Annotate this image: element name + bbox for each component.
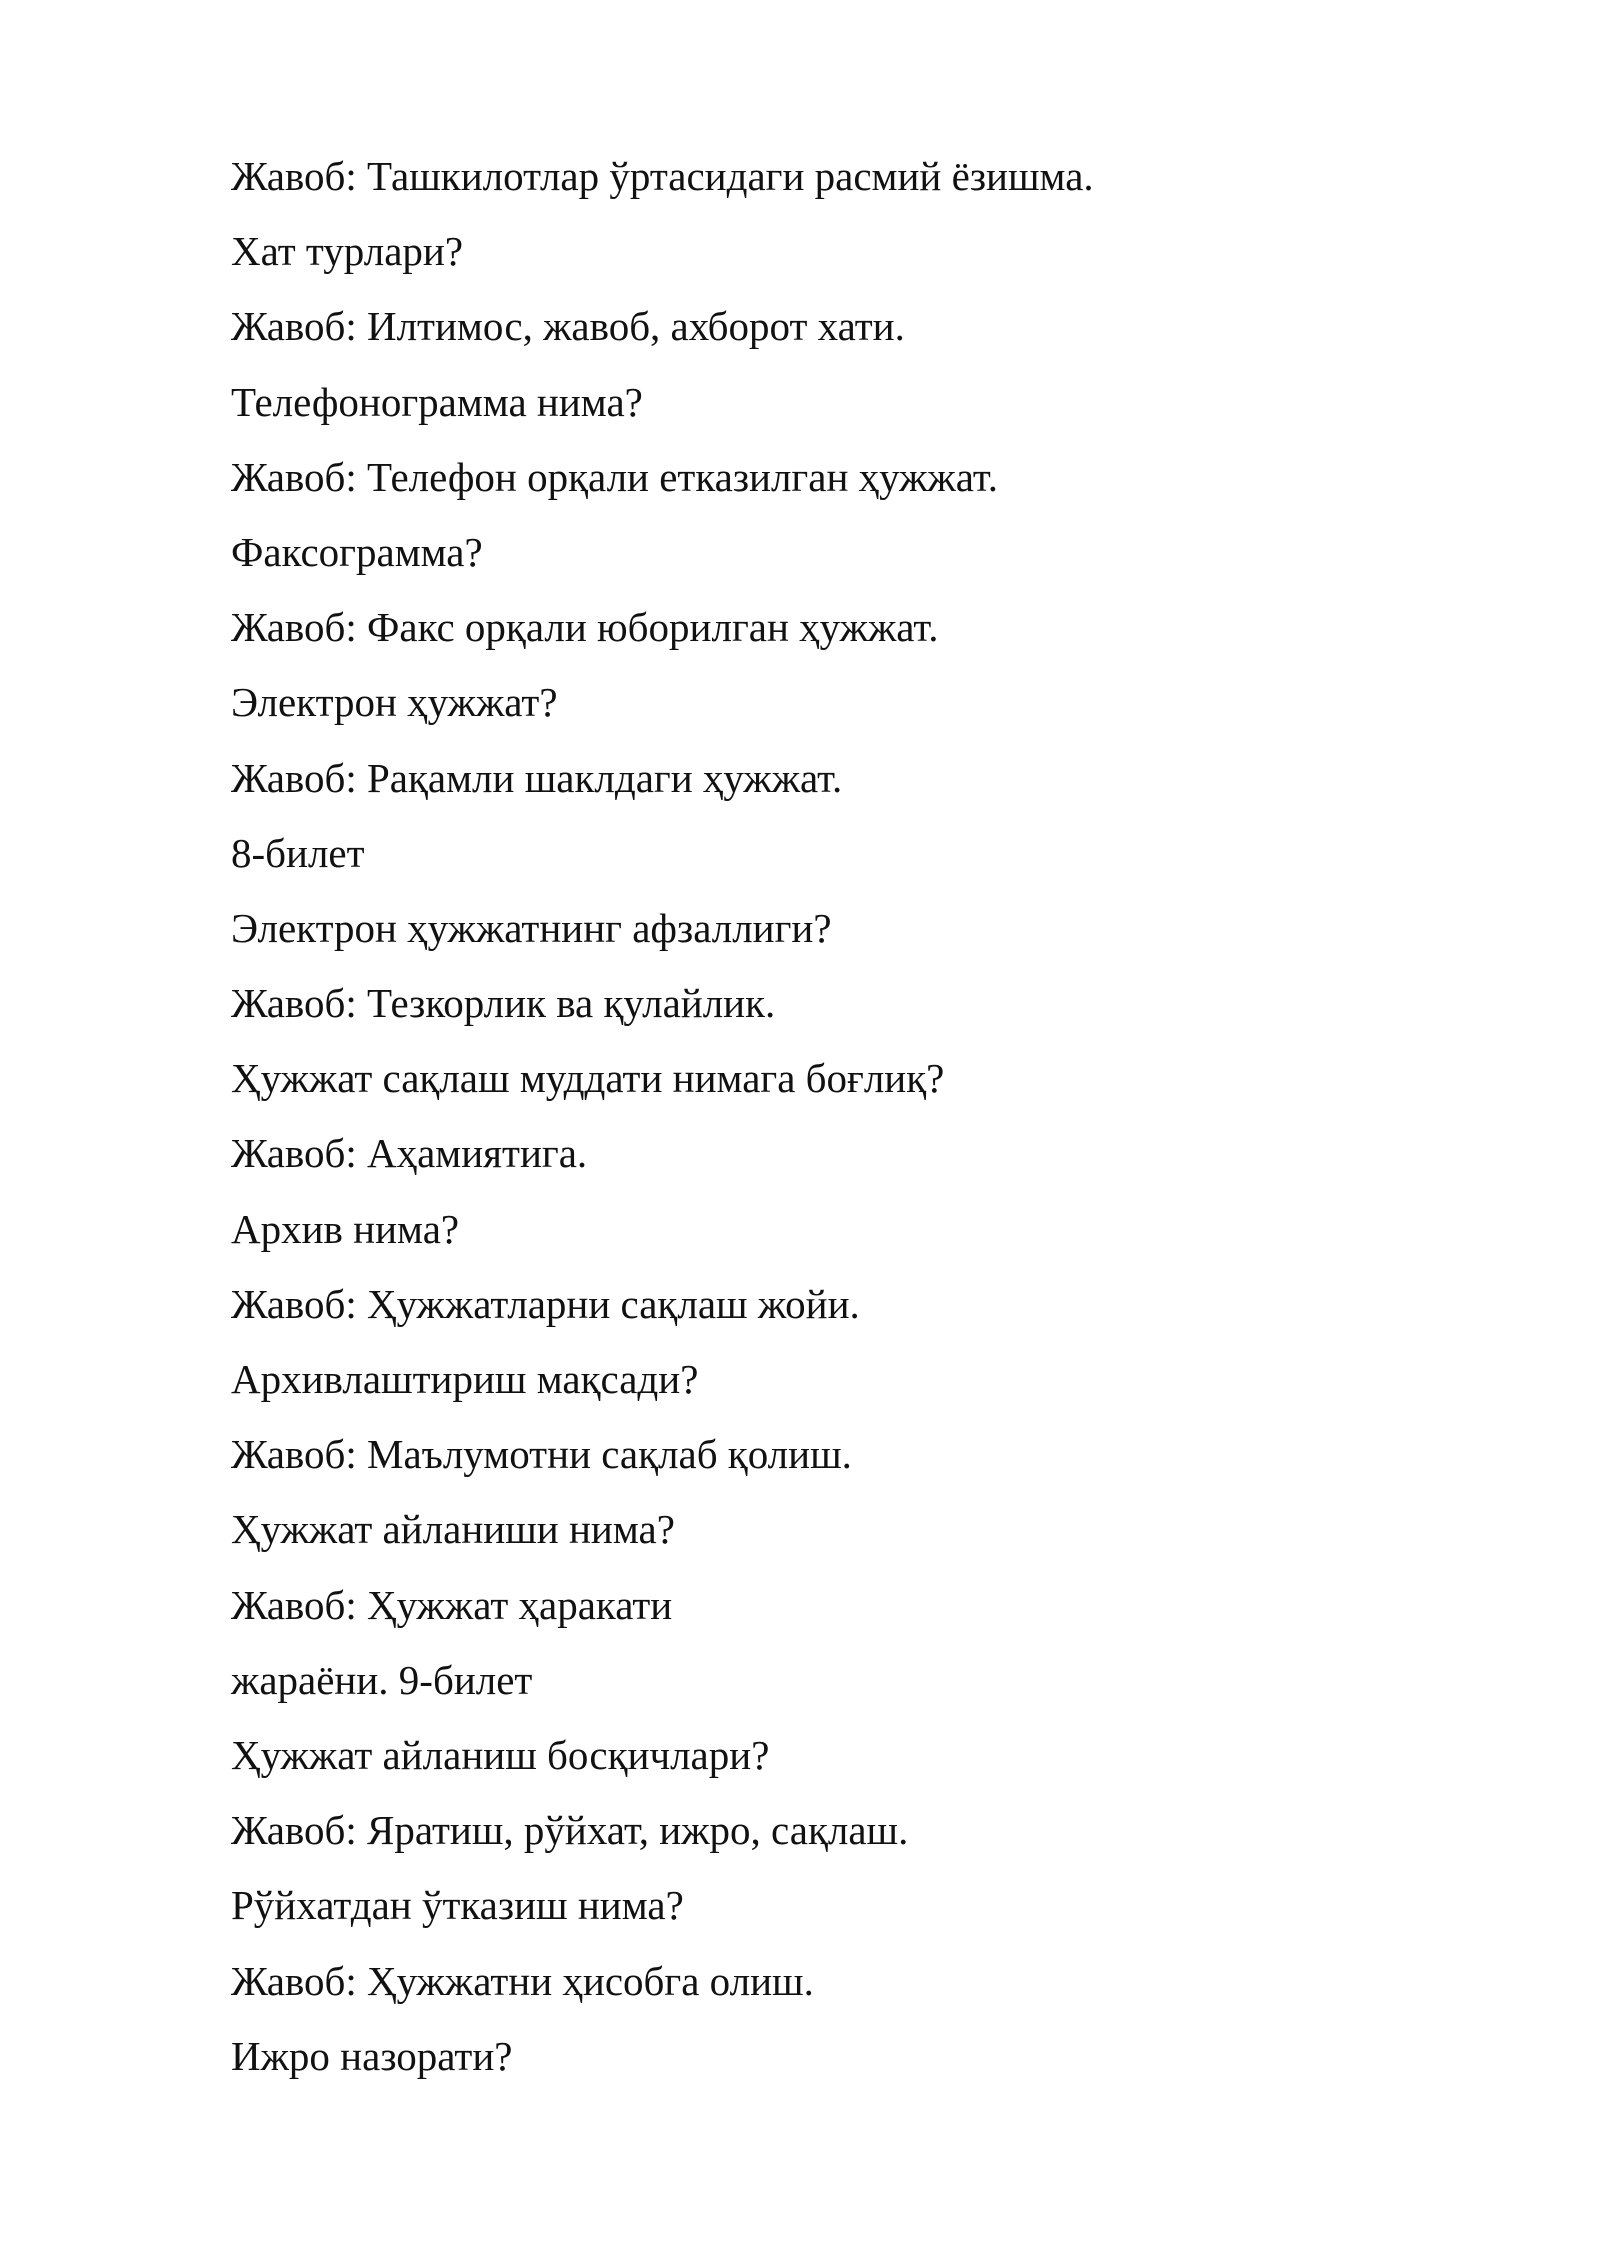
question-line: Ҳужжат айланиш босқичлари? (231, 1731, 770, 1778)
question-line: Архивлаштириш мақсади? (231, 1356, 699, 1402)
answer-line: Жавоб: Илтимос, жавоб, ахборот хати. (231, 303, 905, 350)
answer-line: Жавоб: Яратиш, рўйхат, ижро, сақлаш. (231, 1807, 909, 1854)
question-line: Ҳужжат сақлаш муддати нимага боғлиқ? (231, 1055, 945, 1102)
answer-line: Жавоб: Рақамли шаклдаги ҳужжат. (231, 754, 843, 801)
answer-continuation-line: жараёни. 9-билет (231, 1656, 533, 1703)
question-line: Телефонограмма нима? (231, 378, 643, 425)
question-line: Факсограмма? (231, 528, 483, 575)
question-line: Электрон ҳужжатнинг афзаллиги? (231, 904, 832, 951)
question-line: Хат турлари? (231, 228, 464, 275)
question-line: Архив нима? (231, 1205, 460, 1252)
question-line: Рўйхатдан ўтказиш нима? (231, 1882, 684, 1929)
question-line: Ижро назорати? (231, 2032, 513, 2079)
question-line: Электрон ҳужжат? (231, 679, 558, 726)
answer-line: Жавоб: Ташкилотлар ўртасидаги расмий ёзишма. (231, 153, 1094, 199)
answer-line: Жавоб: Ҳужжат ҳаракати (231, 1581, 673, 1628)
answer-line: Жавоб: Маълумотни сақлаб қолиш. (231, 1431, 852, 1478)
ticket-heading: 8-билет (231, 829, 365, 876)
document-body (231, 146, 1431, 2101)
answer-line: Жавоб: Ҳужжатни ҳисобга олиш. (231, 1957, 814, 2004)
answer-line: Жавоб: Факс орқали юборилган ҳужжат. (231, 604, 939, 651)
answer-line: Жавоб: Ҳужжатларни сақлаш жойи. (231, 1280, 860, 1327)
question-line: Ҳужжат айланиши нима? (231, 1506, 675, 1553)
answer-line: Жавоб: Аҳамиятига. (231, 1130, 588, 1177)
answer-line: Жавоб: Телефон орқали етказилган ҳужжат. (231, 453, 998, 500)
answer-line: Жавоб: Тезкорлик ва қулайлик. (231, 980, 776, 1027)
